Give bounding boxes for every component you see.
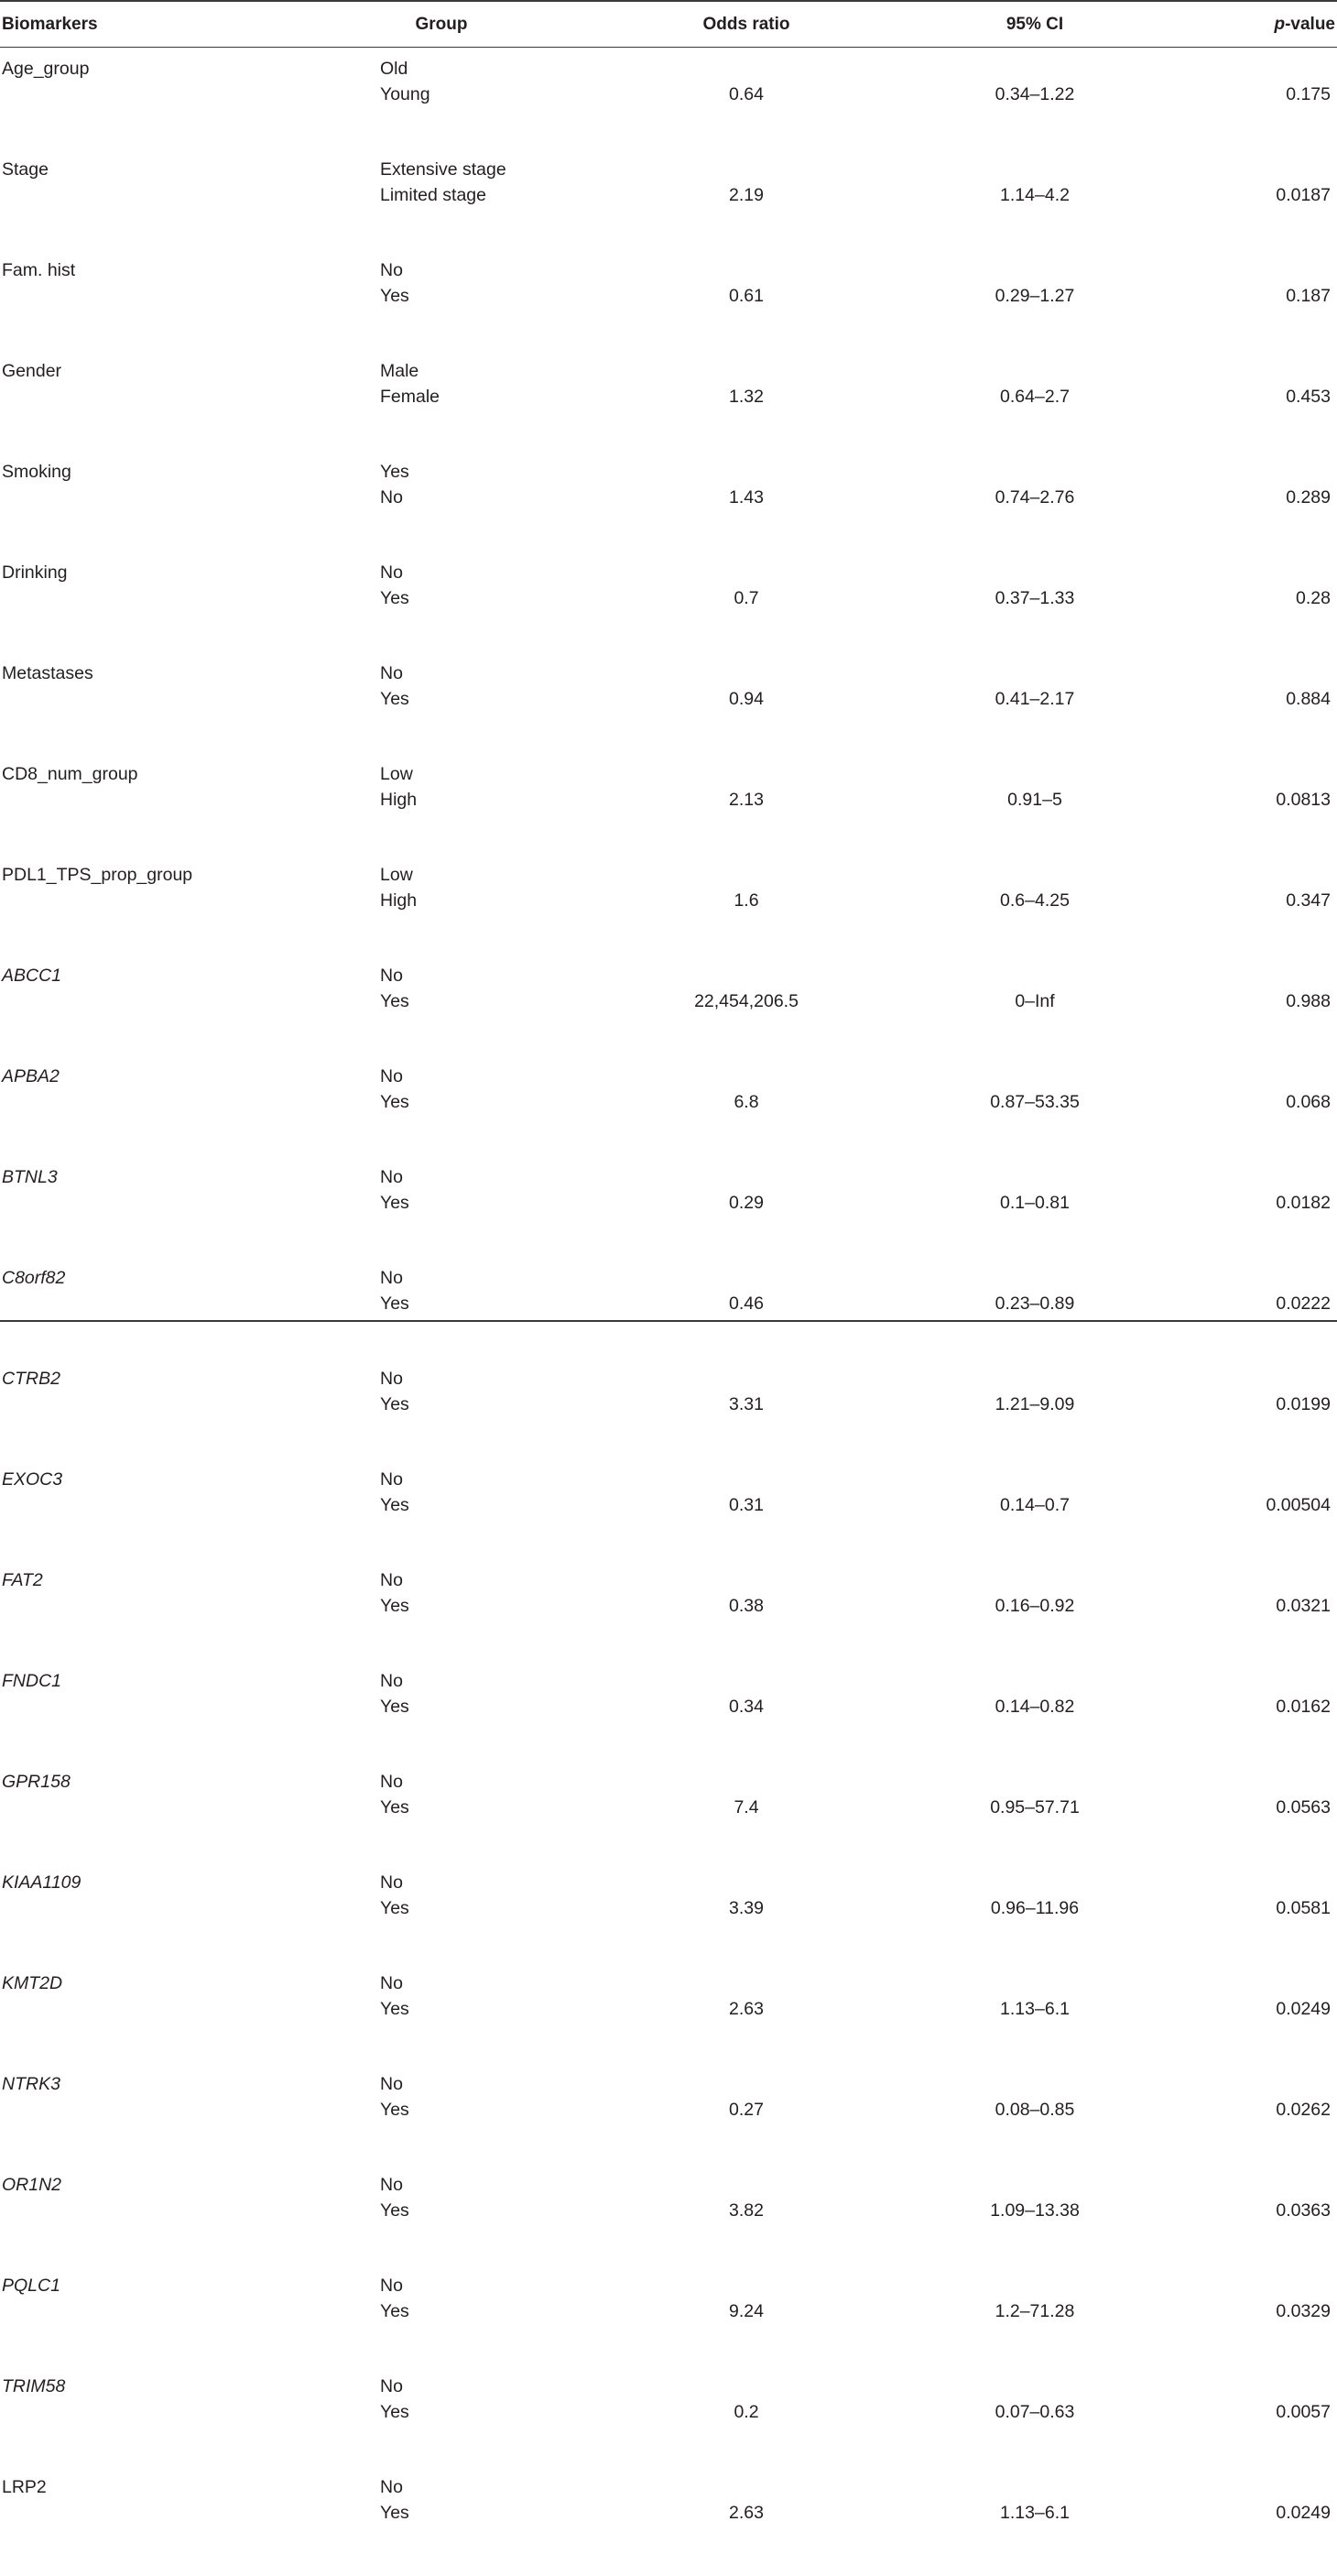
table-bottom-rule bbox=[0, 1320, 1337, 1322]
p-value-cell: 0.347 bbox=[1286, 890, 1331, 911]
reference-group-cell: No bbox=[380, 1772, 403, 1792]
group-cell: Yes bbox=[380, 2502, 409, 2523]
group-cell: Yes bbox=[380, 587, 409, 608]
table-row bbox=[0, 661, 1337, 686]
table-row bbox=[0, 1468, 1337, 1492]
ci-cell: 0.87–53.35 bbox=[990, 1091, 1080, 1112]
table-row-group bbox=[0, 1367, 1337, 1468]
reference-group-cell: No bbox=[380, 1872, 403, 1893]
p-value-cell: 0.0329 bbox=[1276, 2300, 1331, 2321]
reference-group-cell: No bbox=[380, 663, 403, 683]
biomarker-cell: BTNL3 bbox=[2, 1167, 58, 1187]
biomarker-cell: Stage bbox=[2, 159, 49, 180]
header-p-value bbox=[1274, 11, 1335, 38]
p-value-cell: 0.0182 bbox=[1276, 1192, 1331, 1213]
header-p-suffix: -value bbox=[1285, 15, 1335, 34]
table-row-group bbox=[0, 1871, 1337, 1971]
ci-cell: 0.74–2.76 bbox=[995, 486, 1075, 508]
table-row bbox=[0, 1064, 1337, 1089]
table-row bbox=[0, 1796, 1337, 1820]
p-value-cell: 0.175 bbox=[1286, 83, 1331, 104]
group-cell: Yes bbox=[380, 2199, 409, 2221]
table-row bbox=[0, 1669, 1337, 1694]
odds-ratio-cell: 2.13 bbox=[729, 789, 764, 810]
group-cell: Yes bbox=[380, 285, 409, 306]
odds-ratio-cell: 0.38 bbox=[729, 1595, 764, 1616]
table-row bbox=[0, 258, 1337, 283]
p-value-cell: 0.0563 bbox=[1276, 1796, 1331, 1817]
table-row-group bbox=[0, 1064, 1337, 1165]
group-cell: Yes bbox=[380, 1293, 409, 1314]
odds-ratio-cell: 0.27 bbox=[729, 2099, 764, 2120]
header-p-italic: p bbox=[1274, 15, 1286, 34]
table-row bbox=[0, 2501, 1337, 2526]
table-row-group bbox=[0, 2374, 1337, 2475]
reference-group-cell: No bbox=[380, 562, 403, 583]
table-row bbox=[0, 2173, 1337, 2198]
table-row-group bbox=[0, 1266, 1337, 1367]
ci-cell: 0.29–1.27 bbox=[995, 285, 1075, 306]
p-value-cell: 0.0187 bbox=[1276, 184, 1331, 205]
table-row-group bbox=[0, 1770, 1337, 1871]
group-cell: Yes bbox=[380, 2401, 409, 2422]
biomarker-cell: CTRB2 bbox=[2, 1369, 60, 1389]
table-row bbox=[0, 788, 1337, 813]
table-row-group bbox=[0, 2173, 1337, 2274]
ci-cell: 0.37–1.33 bbox=[995, 587, 1075, 608]
reference-group-cell: Low bbox=[380, 865, 413, 885]
table-row bbox=[0, 1191, 1337, 1216]
table-row bbox=[0, 2199, 1337, 2223]
p-value-cell: 0.289 bbox=[1286, 486, 1331, 508]
p-value-cell: 0.0363 bbox=[1276, 2199, 1331, 2221]
odds-ratio-cell: 1.6 bbox=[734, 890, 759, 911]
p-value-cell: 0.0581 bbox=[1276, 1897, 1331, 1918]
biomarker-cell: KIAA1109 bbox=[2, 1872, 82, 1893]
ci-cell: 1.13–6.1 bbox=[1000, 2502, 1070, 2523]
table-row bbox=[0, 964, 1337, 988]
table-row bbox=[0, 989, 1337, 1014]
table-row bbox=[0, 762, 1337, 787]
table-row bbox=[0, 1871, 1337, 1895]
ci-cell: 0–Inf bbox=[1015, 990, 1055, 1011]
header-biomarkers: Biomarkers bbox=[2, 15, 98, 34]
group-cell: Female bbox=[380, 386, 440, 407]
p-value-cell: 0.884 bbox=[1286, 688, 1331, 709]
ci-cell: 0.1–0.81 bbox=[1000, 1192, 1070, 1213]
table-row-group bbox=[0, 158, 1337, 258]
biomarker-cell: EXOC3 bbox=[2, 1469, 63, 1490]
reference-group-cell: No bbox=[380, 2074, 403, 2094]
header-ci: 95% CI bbox=[1005, 15, 1064, 34]
odds-ratio-cell: 2.19 bbox=[729, 184, 764, 205]
reference-group-cell: Yes bbox=[380, 462, 409, 482]
reference-group-cell: No bbox=[380, 1268, 403, 1288]
p-value-cell: 0.187 bbox=[1286, 285, 1331, 306]
biomarker-cell: PDL1_TPS_prop_group bbox=[2, 865, 193, 885]
biomarker-cell: ABCC1 bbox=[2, 966, 62, 986]
odds-ratio-cell: 1.32 bbox=[729, 386, 764, 407]
ci-cell: 1.13–6.1 bbox=[1000, 1998, 1070, 2019]
reference-group-cell: Male bbox=[380, 361, 419, 381]
table-row-group bbox=[0, 258, 1337, 359]
reference-group-cell: No bbox=[380, 1973, 403, 1993]
table-row-group bbox=[0, 1669, 1337, 1770]
p-value-cell: 0.0249 bbox=[1276, 1998, 1331, 2019]
table-row bbox=[0, 284, 1337, 309]
p-value-cell: 0.00504 bbox=[1266, 1494, 1331, 1515]
p-value-cell: 0.0199 bbox=[1276, 1393, 1331, 1414]
p-value-cell: 0.068 bbox=[1286, 1091, 1331, 1112]
biomarker-cell: CD8_num_group bbox=[2, 764, 138, 784]
table-top-rule bbox=[0, 0, 1337, 2]
table-row-group bbox=[0, 2274, 1337, 2374]
odds-ratio-cell: 0.34 bbox=[729, 1696, 764, 1717]
group-cell: No bbox=[380, 486, 403, 508]
biomarker-cell: Gender bbox=[2, 361, 62, 381]
p-value-cell: 0.0813 bbox=[1276, 789, 1331, 810]
ci-cell: 1.09–13.38 bbox=[990, 2199, 1080, 2221]
group-cell: Yes bbox=[380, 1393, 409, 1414]
table-row bbox=[0, 1292, 1337, 1316]
table-row-group bbox=[0, 2475, 1337, 2576]
table-row bbox=[0, 183, 1337, 208]
table-row bbox=[0, 2072, 1337, 2097]
biomarker-cell: OR1N2 bbox=[2, 2175, 62, 2195]
biomarker-cell: PQLC1 bbox=[2, 2276, 60, 2296]
header-group: Group bbox=[415, 15, 468, 34]
table-row-group bbox=[0, 964, 1337, 1064]
table-row-group bbox=[0, 1971, 1337, 2072]
group-cell: Yes bbox=[380, 1796, 409, 1817]
p-value-cell: 0.0321 bbox=[1276, 1595, 1331, 1616]
ci-cell: 0.14–0.82 bbox=[995, 1696, 1075, 1717]
group-cell: Yes bbox=[380, 1595, 409, 1616]
table-row bbox=[0, 57, 1337, 82]
ci-cell: 1.14–4.2 bbox=[1000, 184, 1070, 205]
table-row bbox=[0, 359, 1337, 384]
group-cell: Yes bbox=[380, 1897, 409, 1918]
p-value-cell: 0.0057 bbox=[1276, 2401, 1331, 2422]
group-cell: Yes bbox=[380, 1494, 409, 1515]
ci-cell: 0.95–57.71 bbox=[990, 1796, 1080, 1817]
group-cell: Young bbox=[380, 83, 430, 104]
table-row bbox=[0, 1165, 1337, 1190]
group-cell: Limited stage bbox=[380, 184, 486, 205]
table-row bbox=[0, 687, 1337, 712]
table-row bbox=[0, 561, 1337, 585]
ci-cell: 1.2–71.28 bbox=[995, 2300, 1075, 2321]
odds-ratio-cell: 9.24 bbox=[729, 2300, 764, 2321]
ci-cell: 0.08–0.85 bbox=[995, 2099, 1075, 2120]
ci-cell: 0.34–1.22 bbox=[995, 83, 1075, 104]
biomarker-cell: Fam. hist bbox=[2, 260, 76, 280]
reference-group-cell: No bbox=[380, 2276, 403, 2296]
biomarker-cell: C8orf82 bbox=[2, 1268, 66, 1288]
table-row bbox=[0, 1997, 1337, 2022]
biomarker-cell: Smoking bbox=[2, 462, 71, 482]
biomarker-cell: APBA2 bbox=[2, 1066, 60, 1086]
ci-cell: 0.41–2.17 bbox=[995, 688, 1075, 709]
odds-ratio-cell: 3.31 bbox=[729, 1393, 764, 1414]
table-row bbox=[0, 2374, 1337, 2399]
p-value-cell: 0.988 bbox=[1286, 990, 1331, 1011]
table-row bbox=[0, 1896, 1337, 1921]
group-cell: Yes bbox=[380, 2099, 409, 2120]
biomarker-cell: Age_group bbox=[2, 59, 90, 79]
reference-group-cell: Extensive stage bbox=[380, 159, 506, 180]
table-row bbox=[0, 889, 1337, 913]
ci-cell: 0.23–0.89 bbox=[995, 1293, 1075, 1314]
odds-ratio-cell: 6.8 bbox=[734, 1091, 759, 1112]
table-row bbox=[0, 1568, 1337, 1593]
group-cell: Yes bbox=[380, 1091, 409, 1112]
odds-ratio-cell: 3.82 bbox=[729, 2199, 764, 2221]
ci-cell: 0.6–4.25 bbox=[1000, 890, 1070, 911]
group-cell: Yes bbox=[380, 1192, 409, 1213]
ci-cell: 0.64–2.7 bbox=[1000, 386, 1070, 407]
odds-ratio-cell: 2.63 bbox=[729, 1998, 764, 2019]
odds-ratio-cell: 0.61 bbox=[729, 285, 764, 306]
biomarker-cell: TRIM58 bbox=[2, 2376, 66, 2396]
table-row-group bbox=[0, 460, 1337, 561]
table-row bbox=[0, 1090, 1337, 1115]
table-body bbox=[0, 57, 1337, 2576]
table-row bbox=[0, 2274, 1337, 2298]
odds-ratio-cell: 0.2 bbox=[734, 2401, 759, 2422]
odds-ratio-cell: 1.43 bbox=[729, 486, 764, 508]
biomarker-cell: FAT2 bbox=[2, 1570, 43, 1590]
biomarker-cell: FNDC1 bbox=[2, 1671, 62, 1691]
ci-cell: 1.21–9.09 bbox=[995, 1393, 1075, 1414]
biomarker-cell: KMT2D bbox=[2, 1973, 63, 1993]
table-row bbox=[0, 460, 1337, 485]
table-row-group bbox=[0, 359, 1337, 460]
odds-ratio-cell: 2.63 bbox=[729, 2502, 764, 2523]
p-value-cell: 0.28 bbox=[1296, 587, 1331, 608]
group-cell: Yes bbox=[380, 990, 409, 1011]
biomarker-cell: NTRK3 bbox=[2, 2074, 60, 2094]
p-value-cell: 0.453 bbox=[1286, 386, 1331, 407]
odds-ratio-cell: 3.39 bbox=[729, 1897, 764, 1918]
p-value-cell: 0.0162 bbox=[1276, 1696, 1331, 1717]
biomarker-cell: LRP2 bbox=[2, 2477, 47, 2497]
table-row bbox=[0, 1770, 1337, 1795]
ci-cell: 0.07–0.63 bbox=[995, 2401, 1075, 2422]
table-row bbox=[0, 2400, 1337, 2425]
reference-group-cell: No bbox=[380, 1671, 403, 1691]
table-row-group bbox=[0, 2072, 1337, 2173]
odds-ratio-cell: 22,454,206.5 bbox=[694, 990, 799, 1011]
odds-ratio-cell: 0.29 bbox=[729, 1192, 764, 1213]
table-row-group bbox=[0, 561, 1337, 661]
table-row bbox=[0, 82, 1337, 107]
reference-group-cell: No bbox=[380, 1066, 403, 1086]
ci-cell: 0.14–0.7 bbox=[1000, 1494, 1070, 1515]
table-row-group bbox=[0, 661, 1337, 762]
group-cell: Yes bbox=[380, 1998, 409, 2019]
reference-group-cell: Old bbox=[380, 59, 408, 79]
group-cell: Yes bbox=[380, 1696, 409, 1717]
p-value-cell: 0.0222 bbox=[1276, 1293, 1331, 1314]
reference-group-cell: No bbox=[380, 966, 403, 986]
table-row bbox=[0, 158, 1337, 182]
group-cell: High bbox=[380, 789, 418, 810]
table-header-rule bbox=[0, 47, 1337, 48]
table-row bbox=[0, 1392, 1337, 1417]
odds-ratio-cell: 0.46 bbox=[729, 1293, 764, 1314]
odds-ratio-cell: 0.94 bbox=[729, 688, 764, 709]
ci-cell: 0.16–0.92 bbox=[995, 1595, 1075, 1616]
reference-group-cell: No bbox=[380, 2477, 403, 2497]
table-row-group bbox=[0, 762, 1337, 863]
reference-group-cell: No bbox=[380, 1469, 403, 1490]
table-row bbox=[0, 1594, 1337, 1619]
reference-group-cell: Low bbox=[380, 764, 413, 784]
group-cell: Yes bbox=[380, 688, 409, 709]
group-cell: High bbox=[380, 890, 418, 911]
biomarker-cell: Metastases bbox=[2, 663, 93, 683]
p-value-cell: 0.0262 bbox=[1276, 2099, 1331, 2120]
table-row-group bbox=[0, 1568, 1337, 1669]
table-row bbox=[0, 863, 1337, 888]
table-row bbox=[0, 1266, 1337, 1291]
reference-group-cell: No bbox=[380, 260, 403, 280]
table-row-group bbox=[0, 1165, 1337, 1266]
table-row bbox=[0, 1367, 1337, 1392]
ci-cell: 0.91–5 bbox=[1007, 789, 1062, 810]
table-row-group bbox=[0, 57, 1337, 158]
table-row bbox=[0, 1695, 1337, 1719]
reference-group-cell: No bbox=[380, 1570, 403, 1590]
table-row bbox=[0, 486, 1337, 510]
odds-ratio-cell: 0.7 bbox=[734, 587, 759, 608]
ci-cell: 0.96–11.96 bbox=[990, 1897, 1080, 1918]
table-row bbox=[0, 2098, 1337, 2123]
p-value-cell: 0.0249 bbox=[1276, 2502, 1331, 2523]
biomarker-cell: Drinking bbox=[2, 562, 68, 583]
biomarker-cell: GPR158 bbox=[2, 1772, 71, 1792]
table-row bbox=[0, 1971, 1337, 1996]
odds-ratio-cell: 0.64 bbox=[729, 83, 764, 104]
odds-ratio-cell: 0.31 bbox=[729, 1494, 764, 1515]
group-cell: Yes bbox=[380, 2300, 409, 2321]
table-row-group bbox=[0, 863, 1337, 964]
odds-ratio-cell: 7.4 bbox=[734, 1796, 759, 1817]
table-row bbox=[0, 385, 1337, 409]
table-row bbox=[0, 2475, 1337, 2500]
reference-group-cell: No bbox=[380, 1369, 403, 1389]
reference-group-cell: No bbox=[380, 1167, 403, 1187]
table-row bbox=[0, 1493, 1337, 1518]
header-odds-ratio: Odds ratio bbox=[702, 15, 790, 34]
table-row-group bbox=[0, 1468, 1337, 1568]
table-row bbox=[0, 586, 1337, 611]
table-row bbox=[0, 2299, 1337, 2324]
reference-group-cell: No bbox=[380, 2376, 403, 2396]
reference-group-cell: No bbox=[380, 2175, 403, 2195]
